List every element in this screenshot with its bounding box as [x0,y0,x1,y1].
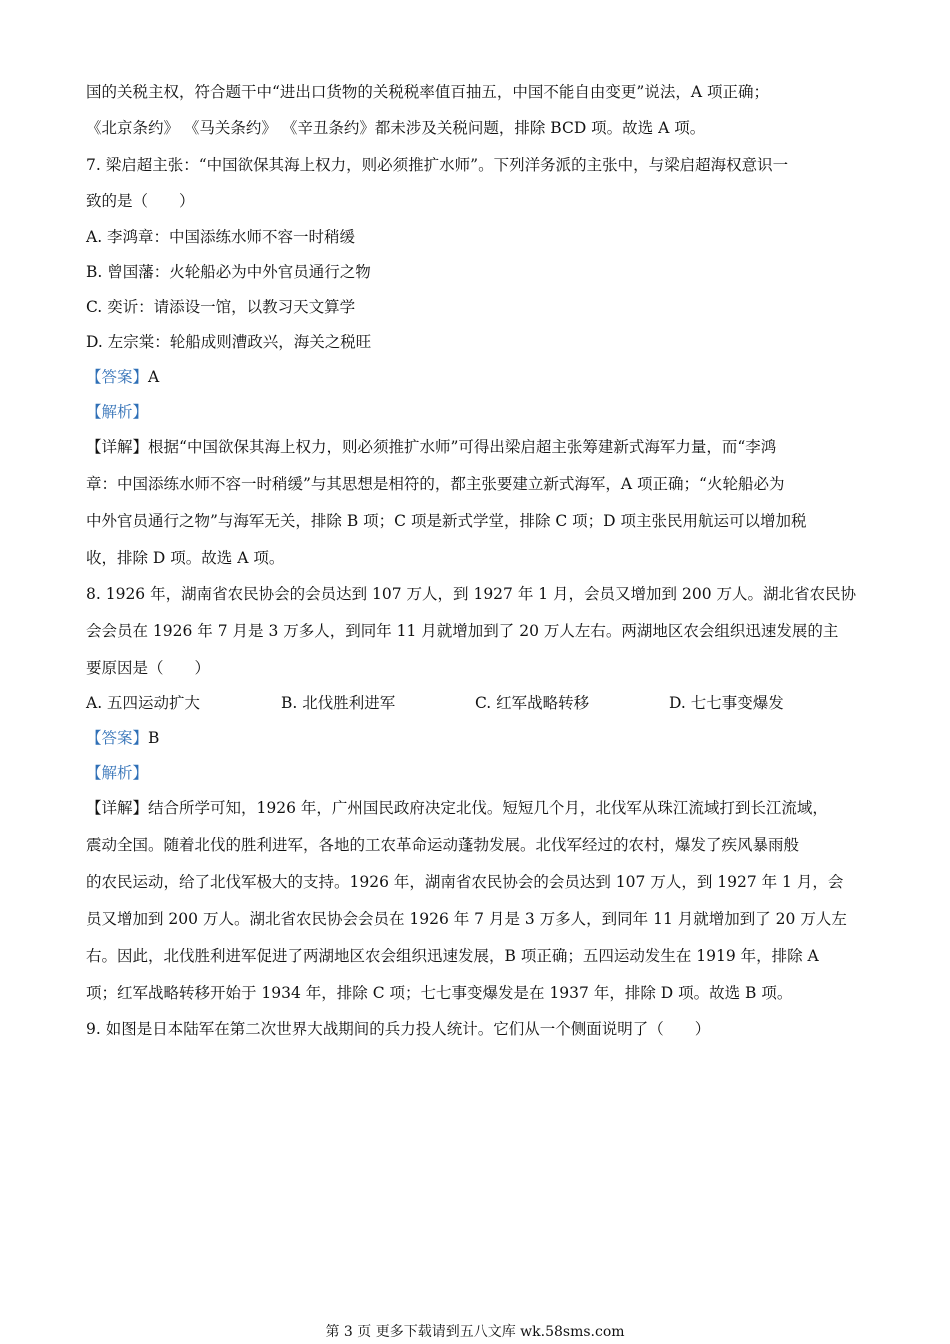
answer-value: A [148,368,160,386]
text-line: 员又增加到 200 万人。湖北省农民协会会员在 1926 年 7 月是 3 万多人，到同年 11 月就增加到了 20 万人左 [86,910,847,928]
detail-tag: 【详解】 [86,799,149,817]
text-line: 的农民运动，给了北伐军极大的支持。1926 年，湖南省农民协会的会员达到 107 万人，到 1927 年 1 月，会 [86,873,844,891]
question-8-option-c: C. 红军战略转移 [475,694,590,712]
analysis-tag: 【解析】 [86,764,149,782]
detail-text: 根据“中国欲保其海上权力，则必须推扩水师”可得出梁启超主张筹建新式海军力量，而“李鸿 [148,438,777,456]
question-9-stem: 9. 如图是日本陆军在第二次世界大战期间的兵力投人统计。它们从一个侧面说明了（ ） [86,1020,711,1038]
question-8-answer [86,728,890,748]
question-7-detail [86,437,890,457]
question-8-option-a: A. 五四运动扩大 [86,694,201,712]
question-8-stem-cont: 要原因是（ ） [86,659,211,677]
question-7-analysis [86,402,890,422]
answer-tag: 【答案】 [86,368,149,386]
text-line: 震动全国。随着北伐的胜利进军，各地的工农革命运动蓬勃发展。北伐军经过的农村，爆发了疾风暴雨般 [86,836,800,854]
question-7-option-b: B. 曾国藩：火轮船必为中外官员通行之物 [86,263,371,281]
question-8-stem-cont: 会会员在 1926 年 7 月是 3 万多人，到同年 11 月就增加到了 20 万人左右。两湖地区农会组织迅速发展的主 [86,622,839,640]
question-7-answer [86,367,890,387]
question-7-stem: 7. 梁启超主张：“中国欲保其海上权力，则必须推扩水师”。下列洋务派的主张中，与梁启超海权意识一 [86,156,789,174]
text-line: 国的关税主权，符合题干中“进出口货物的关税税率值百抽五，中国不能自由变更”说法，A 项正确； [86,83,769,101]
question-8-analysis [86,763,890,783]
detail-tag: 【详解】 [86,438,149,456]
text-line: 右。因此，北伐胜利进军促进了两湖地区农会组织迅速发展，B 项正确；五四运动发生在 1919 年，排除 A [86,947,819,965]
text-line: 收，排除 D 项。故选 A 项。 [86,549,285,567]
question-8-detail [86,798,890,818]
answer-tag: 【答案】 [86,729,149,747]
question-8-option-d: D. 七七事变爆发 [669,694,784,712]
question-7-option-a: A. 李鸿章：中国添练水师不容一时稍缓 [86,228,356,246]
page-footer: 第 3 页 更多下载请到五八文库 wk.58sms.com [325,1324,625,1340]
question-7-stem-cont: 致的是（ ） [86,192,195,210]
text-line: 项；红军战略转移开始于 1934 年，排除 C 项；七七事变爆发是在 1937 年，排除 D 项。故选 B 项。 [86,984,793,1002]
answer-value: B [148,729,160,747]
question-7-option-c: C. 奕䜣：请添设一馆，以教习天文算学 [86,298,356,316]
question-7-option-d: D. 左宗棠：轮船成则漕政兴，海关之税旺 [86,333,372,351]
question-8-option-b: B. 北伐胜利进军 [281,694,396,712]
text-line: 中外官员通行之物”与海军无关，排除 B 项；C 项是新式学堂，排除 C 项；D 项主张民用航运可以增加税 [86,512,807,530]
text-line: 《北京条约》 《马关条约》 《辛丑条约》都未涉及关税问题，排除 BCD 项。故选 A 项。 [86,119,706,137]
detail-text: 结合所学可知，1926 年，广州国民政府决定北伐。短短几个月，北伐军从珠江流域打到长江流域， [148,799,828,817]
question-8-stem: 8. 1926 年，湖南省农民协会的会员达到 107 万人，到 1927 年 1 月，会员又增加到 200 万人。湖北省农民协 [86,585,856,603]
question-8-options [86,693,886,713]
text-line: 章：中国添练水师不容一时稍缓”与其思想是相符的，都主张要建立新式海军，A 项正确；“火轮船必为 [86,475,785,493]
analysis-tag: 【解析】 [86,403,149,421]
